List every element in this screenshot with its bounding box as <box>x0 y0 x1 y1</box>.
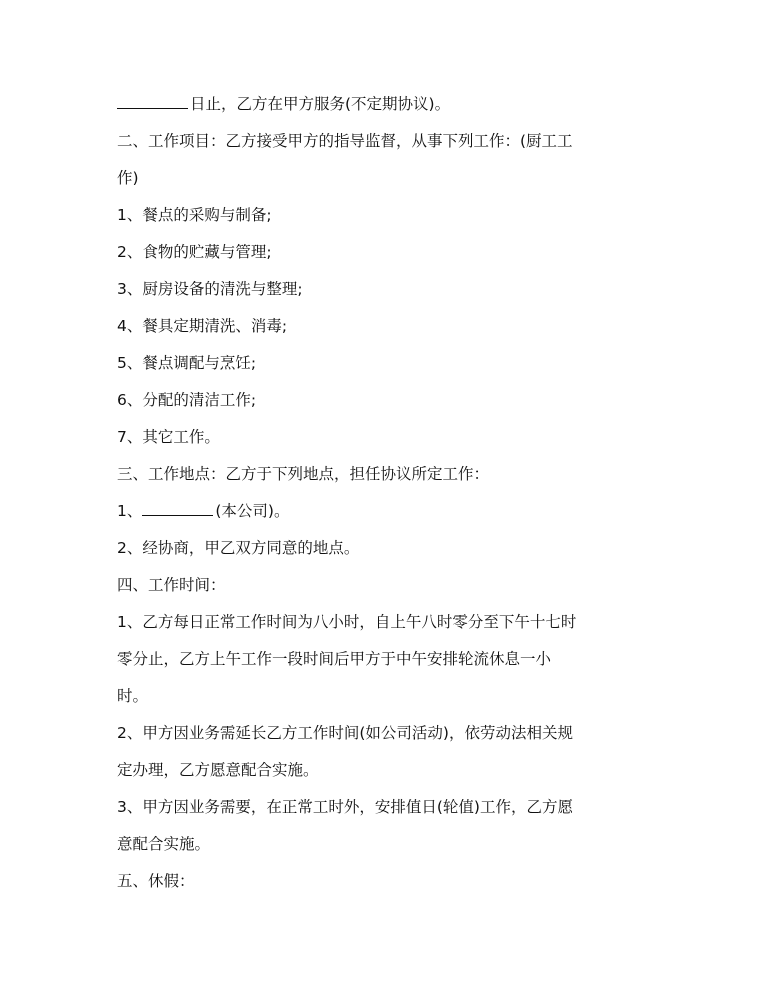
fill-in-blank <box>117 94 188 109</box>
line-prefix: 1、 <box>117 502 143 520</box>
text-line <box>117 641 662 678</box>
line-text: 6、分配的清洁工作; <box>117 391 257 409</box>
list-item <box>117 234 662 271</box>
list-item <box>117 715 662 752</box>
text-line <box>117 86 662 123</box>
line-text: 定办理，乙方愿意配合实施。 <box>117 761 319 779</box>
line-text: 时。 <box>117 687 149 705</box>
line-text: 3、甲方因业务需要，在正常工时外，安排值日(轮值)工作，乙方愿 <box>117 798 573 816</box>
fill-in-blank <box>142 501 213 516</box>
list-item <box>117 604 662 641</box>
section-heading-leave <box>117 863 662 900</box>
line-text: 3、厨房设备的清洗与整理; <box>117 280 303 298</box>
list-item <box>117 271 662 308</box>
section-heading-work-items <box>117 123 662 160</box>
section-heading-work-hours <box>117 567 662 604</box>
list-item <box>117 419 662 456</box>
list-item <box>117 197 662 234</box>
line-text: 二、工作项目：乙方接受甲方的指导监督，从事下列工作：(厨工工 <box>117 132 573 150</box>
line-text: 1、乙方每日正常工作时间为八小时，自上午八时零分至下午十七时 <box>117 613 577 631</box>
line-text: 四、工作时间： <box>117 576 226 594</box>
line-text: 作) <box>117 169 139 187</box>
line-text: 2、食物的贮藏与管理; <box>117 243 272 261</box>
list-item <box>117 493 662 530</box>
section-heading-work-location <box>117 456 662 493</box>
text-line <box>117 678 662 715</box>
list-item <box>117 789 662 826</box>
line-text: 三、工作地点：乙方于下列地点，担任协议所定工作： <box>117 465 490 483</box>
list-item <box>117 345 662 382</box>
line-text: 零分止，乙方上午工作一段时间后甲方于中午安排轮流休息一小 <box>117 650 552 668</box>
line-text: 7、其它工作。 <box>117 428 220 446</box>
text-line <box>117 826 662 863</box>
line-text: (本公司)。 <box>215 502 290 520</box>
list-item <box>117 308 662 345</box>
list-item <box>117 530 662 567</box>
contract-body <box>117 86 662 900</box>
line-text: 2、经协商，甲乙双方同意的地点。 <box>117 539 360 557</box>
list-item <box>117 382 662 419</box>
line-text: 日止，乙方在甲方服务(不定期协议)。 <box>190 95 451 113</box>
line-text: 1、餐点的采购与制备; <box>117 206 272 224</box>
line-text: 2、甲方因业务需延长乙方工作时间(如公司活动)，依劳动法相关规 <box>117 724 573 742</box>
line-text: 意配合实施。 <box>117 835 211 853</box>
line-text: 4、餐具定期清洗、消毒; <box>117 317 288 335</box>
text-line <box>117 160 662 197</box>
text-line <box>117 752 662 789</box>
line-text: 五、休假： <box>117 872 195 890</box>
line-text: 5、餐点调配与烹饪; <box>117 354 257 372</box>
